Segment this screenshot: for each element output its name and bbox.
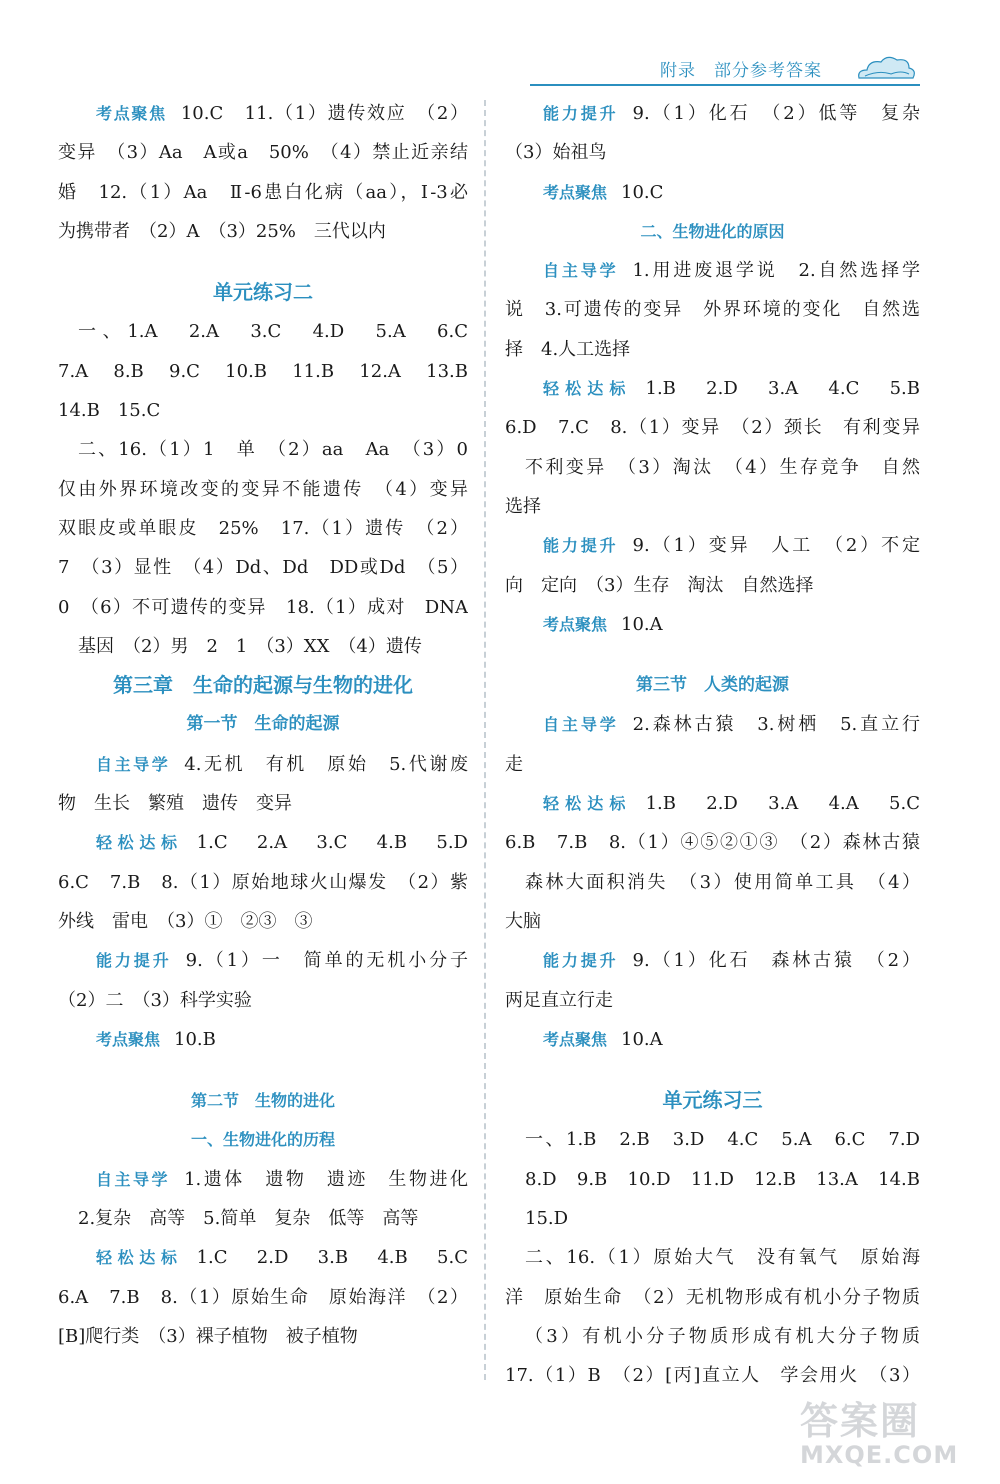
answer-line — [58, 1020, 468, 1059]
answer-line — [58, 548, 468, 587]
answer-line — [58, 627, 468, 666]
answer-line — [58, 784, 468, 823]
answer-line — [505, 863, 920, 902]
answer-text: 6.A 7.B 8.（1）原始生命 原始海洋 （2） — [58, 1286, 468, 1308]
answer-text: 10.C — [621, 181, 664, 203]
spacer — [58, 1059, 468, 1081]
answer-text: 9.（1）化石 森林古猿 （2） — [632, 950, 920, 972]
header-appendix: 附录 — [660, 61, 696, 81]
answer-text: 森林大面积消失 （3）使用简单工具 （4） — [525, 871, 920, 893]
answer-line — [58, 1199, 468, 1238]
answer-text: 1.遗体 遗物 遗迹 生物进化 — [184, 1168, 468, 1190]
answer-line — [505, 369, 920, 408]
answer-text: 2.森林古猿 3.树栖 5.直立行 — [632, 714, 920, 736]
answer-text: 9.（1）一 简单的无机小分子 — [185, 950, 468, 972]
answer-line — [505, 1317, 920, 1356]
answer-text: 7.A 8.B 9.C 10.B 11.B 12.A 13.B — [58, 360, 468, 382]
answer-text: 7 （3）显性 （4）Dd、Dd DD或Dd （5） — [58, 557, 468, 579]
answer-text: 1.C 2.A 3.C 4.B 5.D — [196, 832, 468, 854]
answer-text: 6.C 7.B 8.（1）原始地球火山爆发 （2）紫 — [58, 871, 468, 893]
spacer — [505, 1059, 920, 1081]
answer-text: 10.C 11.（1）遗传效应 （2） — [180, 103, 468, 124]
answer-line — [58, 863, 468, 902]
answer-line — [505, 705, 920, 744]
answer-line — [58, 391, 468, 430]
answer-text: 一、1.A 2.A 3.C 4.D 5.A 6.C — [78, 321, 468, 343]
section-keyword: 考点聚焦 — [543, 1029, 608, 1049]
answer-line — [58, 588, 468, 627]
section-heading: 第三章 生命的起源与生物的进化 — [113, 673, 413, 698]
answer-text: 1.C 2.D 3.B 4.B 5.C — [196, 1247, 468, 1269]
answer-text: （3）有机小分子物质形成有机大分子物质 — [525, 1325, 920, 1347]
section-keyword: 考点聚焦 — [96, 1029, 161, 1049]
page-header — [660, 56, 822, 84]
answer-line — [58, 823, 468, 862]
watermark-logo — [800, 1390, 990, 1470]
section-keyword: 轻松达标 — [96, 1248, 183, 1268]
answer-text: 仅由外界环境改变的变异不能遗传 （4）变异 — [58, 478, 468, 500]
answer-line — [505, 1278, 920, 1317]
answer-text: 择 4.人工选择 — [505, 338, 631, 360]
answer-line — [505, 133, 920, 172]
section-keyword: 自主导学 — [96, 754, 171, 774]
answer-text: 1.用进废退学说 2.自然选择学 — [632, 260, 920, 282]
answer-line — [505, 823, 920, 862]
answer-line — [58, 352, 468, 391]
section-keyword: 考点聚焦 — [543, 614, 608, 634]
section-heading: 第三节 人类的起源 — [636, 675, 789, 696]
answer-text: （2）二 （3）科学实验 — [58, 989, 252, 1011]
answer-line — [505, 1160, 920, 1199]
answer-line — [58, 212, 468, 251]
column-divider — [484, 100, 486, 1380]
watermark-url: MXQE.COM — [800, 1441, 959, 1469]
answer-text: 二、16.（1）原始大气 没有氧气 原始海 — [525, 1247, 920, 1269]
answer-line — [58, 173, 468, 212]
answer-line — [505, 526, 920, 565]
spacer — [505, 644, 920, 666]
section-keyword: 能力提升 — [96, 951, 172, 971]
answer-text: 选择 — [505, 495, 541, 517]
answer-text: 大脑 — [505, 910, 541, 932]
answer-line — [505, 1199, 920, 1238]
answer-line — [58, 745, 468, 784]
watermark-text: 答案圈 — [800, 1399, 921, 1443]
answer-text: 走 — [505, 753, 523, 775]
answer-line — [58, 1238, 468, 1277]
answer-text: 一、1.B 2.B 3.D 4.C 5.A 6.C 7.D — [525, 1129, 920, 1151]
answer-line — [505, 1120, 920, 1159]
answer-text: 15.D — [525, 1208, 569, 1230]
answer-line — [58, 981, 468, 1020]
answer-text: 为携带者 （2）A （3）25% 三代以内 — [58, 220, 386, 242]
spacer — [58, 251, 468, 273]
answer-line — [58, 94, 468, 133]
header-rule — [530, 84, 920, 86]
answer-text: 10.A — [621, 1028, 663, 1050]
answer-line — [505, 784, 920, 823]
section-heading: 单元练习三 — [662, 1088, 763, 1113]
answer-line — [58, 1278, 468, 1317]
header-title: 部分参考答案 — [714, 61, 822, 81]
answer-line — [505, 745, 920, 784]
answer-text: [B]爬行类 （3）裸子植物 被子植物 — [58, 1325, 358, 1347]
answer-line — [505, 251, 920, 290]
section-keyword: 轻松达标 — [543, 794, 632, 814]
section-keyword: 能力提升 — [543, 951, 619, 971]
answer-line — [58, 470, 468, 509]
answer-text: 14.B 15.C — [58, 400, 161, 422]
answer-text: 二、16.（1）1 单 （2）aa Aa （3）0 — [78, 439, 468, 461]
answer-line — [58, 1317, 468, 1356]
answer-text: 双眼皮或单眼皮 25% 17.（1）遗传 （2） — [58, 517, 468, 539]
answer-line — [505, 941, 920, 980]
answer-line — [505, 290, 920, 329]
answer-text: 8.D 9.B 10.D 11.D 12.B 13.A 14.B — [525, 1168, 920, 1190]
answer-line — [505, 487, 920, 526]
answer-text: 6.D 7.C 8.（1）变异 （2）颈长 有利变异 — [505, 417, 920, 439]
answer-text: 10.B — [174, 1028, 216, 1050]
section-keyword: 自主导学 — [543, 261, 619, 281]
answer-line — [58, 133, 468, 172]
answer-line — [505, 981, 920, 1020]
answer-text: 不利变异 （3）淘汰 （4）生存竞争 自然 — [525, 456, 920, 478]
answer-text: 基因 （2）男 2 1 （3）XX （4）遗传 — [78, 635, 422, 657]
section-keyword: 考点聚焦 — [543, 182, 608, 202]
answer-text: 9.（1）变异 人工 （2）不定 — [632, 535, 920, 557]
answer-text: 6.B 7.B 8.（1）④⑤②①③ （2）森林古猿 — [505, 832, 920, 854]
answer-line — [505, 902, 920, 941]
answer-line — [505, 566, 920, 605]
section-heading: 单元练习二 — [213, 280, 313, 305]
answer-text: 说 3.可遗传的变异 外界环境的变化 自然选 — [505, 299, 920, 321]
section-keyword: 自主导学 — [543, 715, 619, 735]
answer-text: 婚 12.（1）Aa Ⅱ-6患白化病（aa），Ⅰ-3必 — [58, 181, 468, 203]
answer-line — [505, 605, 920, 644]
answer-text: 2.复杂 高等 5.简单 复杂 低等 高等 — [78, 1208, 419, 1230]
answer-text: 两足直立行走 — [505, 989, 613, 1011]
section-heading: 第二节 生物的进化 — [190, 1091, 335, 1111]
answer-text: 17.（1）B （2）[丙]直立人 学会用火 （3） — [505, 1365, 920, 1387]
answer-text: 4.无机 有机 原始 5.代谢废 — [184, 753, 468, 775]
answer-line — [58, 509, 468, 548]
answer-line — [58, 941, 468, 980]
section-keyword: 轻松达标 — [96, 833, 183, 853]
answer-text: 外线 雷电 （3）① ②③ ③ — [58, 910, 313, 932]
answer-text: 1.B 2.D 3.A 4.A 5.C — [645, 793, 920, 815]
answer-line — [505, 173, 920, 212]
answer-line — [505, 448, 920, 487]
answer-line — [58, 1160, 468, 1199]
answer-line — [505, 94, 920, 133]
answer-text: （3）始祖鸟 — [505, 142, 607, 164]
left-column — [58, 94, 468, 1356]
section-keyword: 轻松达标 — [543, 379, 632, 399]
answer-line — [58, 312, 468, 351]
answer-text: 10.A — [621, 613, 663, 635]
answer-line — [505, 1238, 920, 1277]
section-heading: 一、生物进化的历程 — [190, 1130, 335, 1150]
answer-line — [505, 408, 920, 447]
cloud-icon — [855, 52, 917, 82]
answer-line — [58, 430, 468, 469]
section-keyword: 自主导学 — [96, 1169, 171, 1189]
section-heading: 二、生物进化的原因 — [640, 221, 785, 241]
answer-line — [505, 330, 920, 369]
section-keyword: 考点聚焦 — [96, 104, 167, 123]
answer-text: 物 生长 繁殖 遗传 变异 — [58, 793, 292, 815]
answer-text: 洋 原始生命 （2）无机物形成有机小分子物质 — [505, 1286, 920, 1308]
answer-text: 9.（1）化石 （2）低等 复杂 — [632, 103, 920, 124]
answer-text: 向 定向 （3）生存 淘汰 自然选择 — [505, 574, 814, 596]
right-column — [505, 94, 920, 1396]
section-keyword: 能力提升 — [543, 104, 619, 123]
section-heading: 第一节 生命的起源 — [186, 714, 340, 735]
answer-line — [505, 1020, 920, 1059]
answer-text: 1.B 2.D 3.A 4.C 5.B — [645, 378, 920, 400]
answer-text: 0 （6）不可遗传的变异 18.（1）成对 DNA — [58, 596, 468, 618]
answer-text: 变异 （3）Aa A或a 50% （4）禁止近亲结 — [58, 142, 468, 164]
answer-line — [58, 902, 468, 941]
section-keyword: 能力提升 — [543, 536, 619, 556]
